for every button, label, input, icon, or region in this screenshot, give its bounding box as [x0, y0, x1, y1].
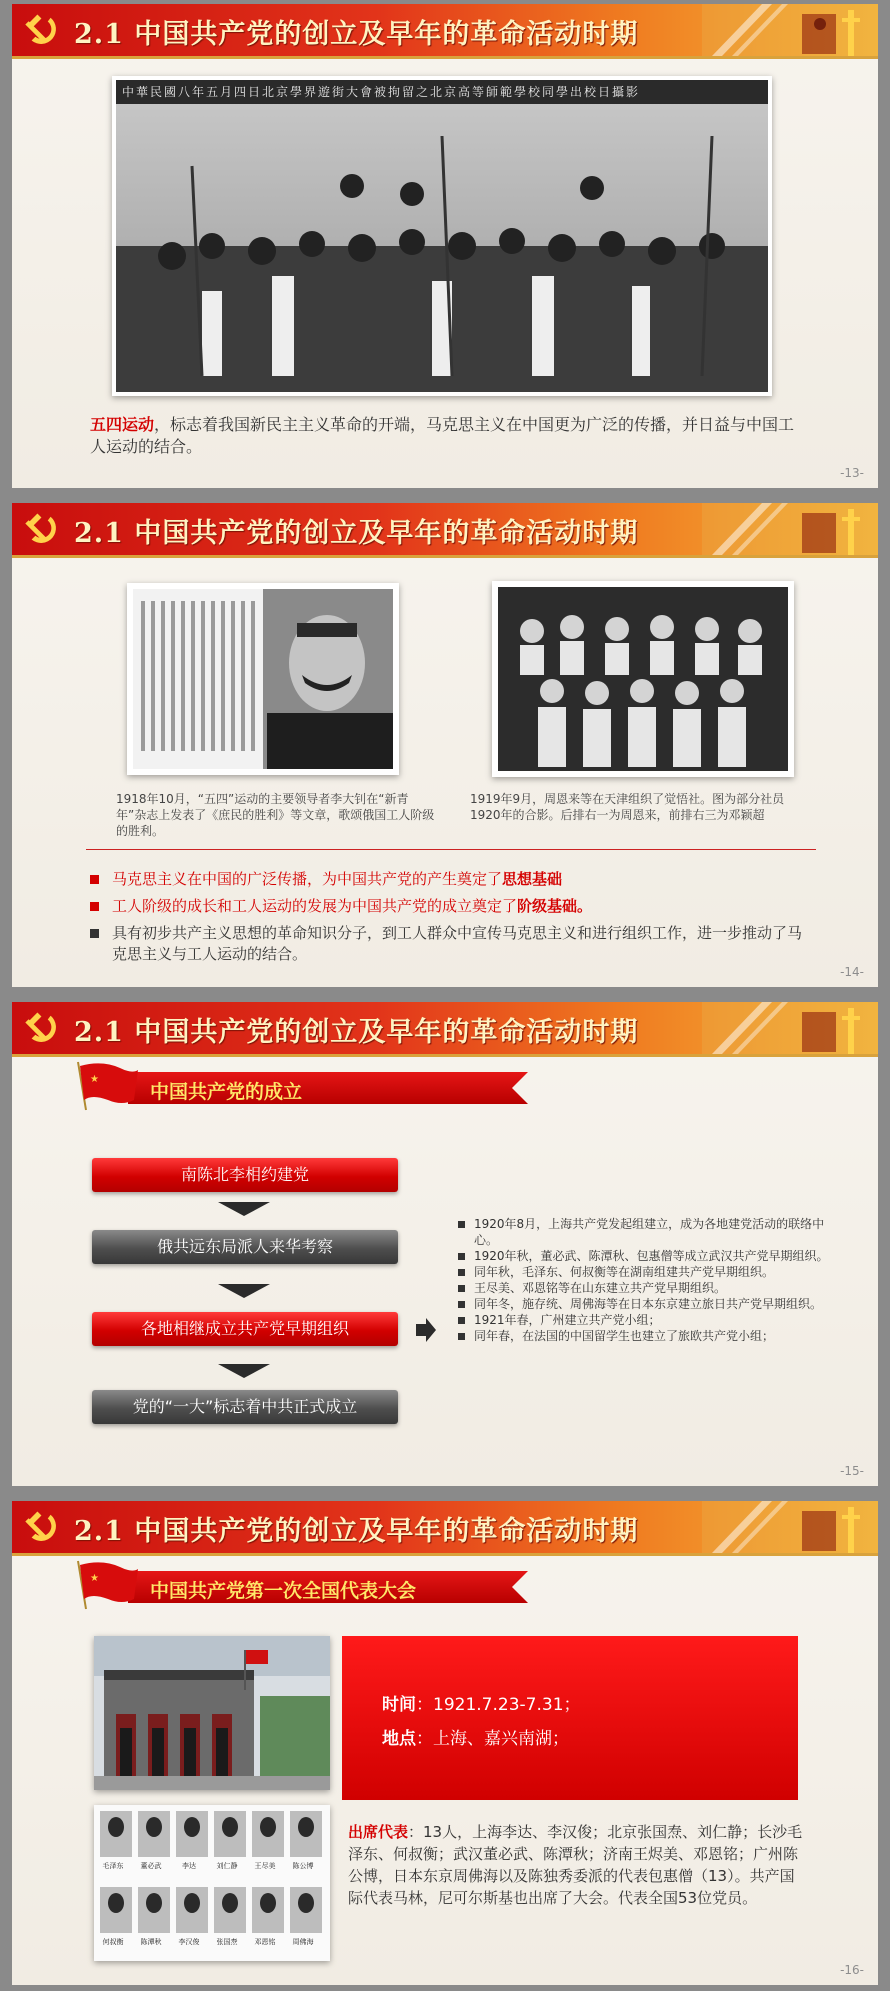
header-title: 2.1 中国共产党的创立及早年的革命活动时期: [74, 1516, 639, 1547]
delegates-text: ：13人，上海李达、李汉俊；北京张国焘、刘仁静；长沙毛泽东、何叔衡；武汉董必武、陈潭秋；济南王烬美、邓恩铭；广州陈公博，日本东京周佛海以及陈独秀委派的代表包惠僧（13）。共产国际代表马林，尼可尔斯基也出席了大会。代表全国53位党员。: [348, 1823, 803, 1907]
divider-line: [86, 849, 816, 850]
event-item: 同年秋，毛泽东、何叔衡等在湖南组建共产党早期组织。: [458, 1264, 838, 1280]
step-chen-li-founding: 南陈北李相约建党: [92, 1158, 398, 1192]
may-fourth-description: [90, 414, 800, 458]
slide-header: [12, 503, 878, 558]
portrait-name-row-1: 毛泽东 董必武 李达 刘仁静 王尽美 陈公博: [102, 1862, 314, 1870]
event-item: 1920年秋，董必武、陈潭秋、包惠僧等成立武汉共产党早期组织。: [458, 1248, 838, 1264]
bullet-intellectuals: 具有初步共产主义思想的革命知识分子，到工人群众中宣传马克思主义和进行组织工作，进一步推动了马克思主义与工人运动的结合。: [90, 923, 810, 965]
section-ribbon: [72, 1060, 532, 1112]
step-comintern-visit: 俄共远东局派人来华考察: [92, 1230, 398, 1264]
portrait-name-row-2: 何叔衡 陈潭秋 李汉俊 张国焘 邓恩铭 周佛海: [102, 1938, 314, 1946]
bullet-ideological-foundation: 马克思主义在中国的广泛传播，为中国共产党的产生奠定了思想基础: [90, 869, 810, 890]
photo-banner-text: 中華民國八年五月四日北京學界遊街大會被拘留之北京高等師範學校同學出校日攝影: [122, 85, 641, 99]
bullet-marker: [90, 902, 99, 911]
congress-site-photo: [94, 1636, 330, 1790]
caption-juewu-society: 1919年9月，周恩来等在天津组织了觉悟社。图为部分社员1920年的合影。后排右一为周恩来，前排右三为邓颖超: [470, 792, 785, 822]
header-title: 2.1 中国共产党的创立及早年的革命活动时期: [74, 19, 639, 50]
congress-site-photo-image: [94, 1636, 330, 1790]
hammer-sickle-icon: [24, 1509, 62, 1547]
page-number: -15-: [840, 1464, 864, 1478]
slide-header: [12, 1501, 878, 1556]
svg-text:★: ★: [90, 1573, 99, 1584]
slide-15: [12, 1002, 878, 1486]
congress-place: 地点：上海、嘉兴南湖；: [382, 1729, 569, 1749]
header-title: 2.1 中国共产党的创立及早年的革命活动时期: [74, 518, 639, 549]
slide-14: [12, 503, 878, 987]
may-fourth-photo-image: [112, 76, 772, 396]
delegates-portraits: [94, 1805, 330, 1961]
hammer-sickle-icon: [24, 511, 62, 549]
header-decoration: [702, 1501, 878, 1553]
early-organization-events: [458, 1216, 838, 1344]
slide-13: [12, 4, 878, 488]
hammer-sickle-icon: [24, 12, 62, 50]
juewu-society-photo-image: [492, 581, 794, 777]
may-fourth-photo: [112, 76, 772, 396]
ribbon-title: 中国共产党的成立: [150, 1081, 303, 1103]
may-fourth-text: ，标志着我国新民主主义革命的开端，马克思主义在中国更为广泛的传播，并日益与中国工人运动的结合。: [90, 415, 795, 456]
header-title: 2.1 中国共产党的创立及早年的革命活动时期: [74, 1017, 639, 1048]
down-arrow-icon: [218, 1202, 270, 1216]
svg-text:★: ★: [90, 1074, 99, 1085]
header-decoration: [702, 4, 878, 56]
delegates-label: 出席代表: [348, 1823, 409, 1841]
red-flag-icon: [72, 1559, 142, 1611]
header-decoration: [702, 1002, 878, 1054]
event-item: 1920年8月，上海共产党发起组建立，成为各地建党活动的联络中心。: [458, 1216, 838, 1248]
ribbon-title: 中国共产党第一次全国代表大会: [150, 1580, 417, 1602]
event-item: 王尽美、邓恩铭等在山东建立共产党早期组织。: [458, 1280, 838, 1296]
step-first-congress: 党的“一大”标志着中共正式成立: [92, 1390, 398, 1424]
li-dazhao-photo-image: [127, 583, 399, 775]
congress-time: 时间：1921.7.23-7.31；: [382, 1695, 581, 1715]
event-item: 同年冬，施存统、周佛海等在日本东京建立旅日共产党早期组织。: [458, 1296, 838, 1312]
bullet-marker: [90, 929, 99, 938]
step-early-organizations: 各地相继成立共产党早期组织: [92, 1312, 398, 1346]
red-flag-icon: [72, 1060, 142, 1112]
bullet-marker: [90, 875, 99, 884]
slide-header: [12, 1002, 878, 1057]
li-dazhao-photo: [127, 583, 399, 775]
header-decoration: [702, 503, 878, 555]
hammer-sickle-icon: [24, 1010, 62, 1048]
delegates-description: [348, 1821, 804, 1909]
bullet-class-foundation: 工人阶级的成长和工人运动的发展为中国共产党的成立奠定了阶级基础。: [90, 896, 810, 917]
may-fourth-highlight: 五四运动: [90, 415, 155, 434]
right-arrow-icon: [414, 1316, 438, 1344]
page-number: -13-: [840, 466, 864, 480]
down-arrow-icon: [218, 1284, 270, 1298]
page-number: -14-: [840, 965, 864, 979]
conclusion-list: [90, 869, 810, 971]
caption-li-dazhao: 1918年10月，“五四”运动的主要领导者李大钊在“新青年”杂志上发表了《庶民的胜利》等文章，歌颂俄国工人阶级的胜利。: [116, 792, 435, 838]
down-arrow-icon: [218, 1364, 270, 1378]
congress-info-box: [342, 1636, 798, 1800]
event-item: 同年春，在法国的中国留学生也建立了旅欧共产党小组；: [458, 1328, 838, 1344]
section-ribbon: [72, 1559, 532, 1611]
event-item: 1921年春，广州建立共产党小组；: [458, 1312, 838, 1328]
page-number: -16-: [840, 1963, 864, 1977]
juewu-society-photo: [492, 581, 794, 777]
slide-16: [12, 1501, 878, 1985]
slide-header: [12, 4, 878, 59]
